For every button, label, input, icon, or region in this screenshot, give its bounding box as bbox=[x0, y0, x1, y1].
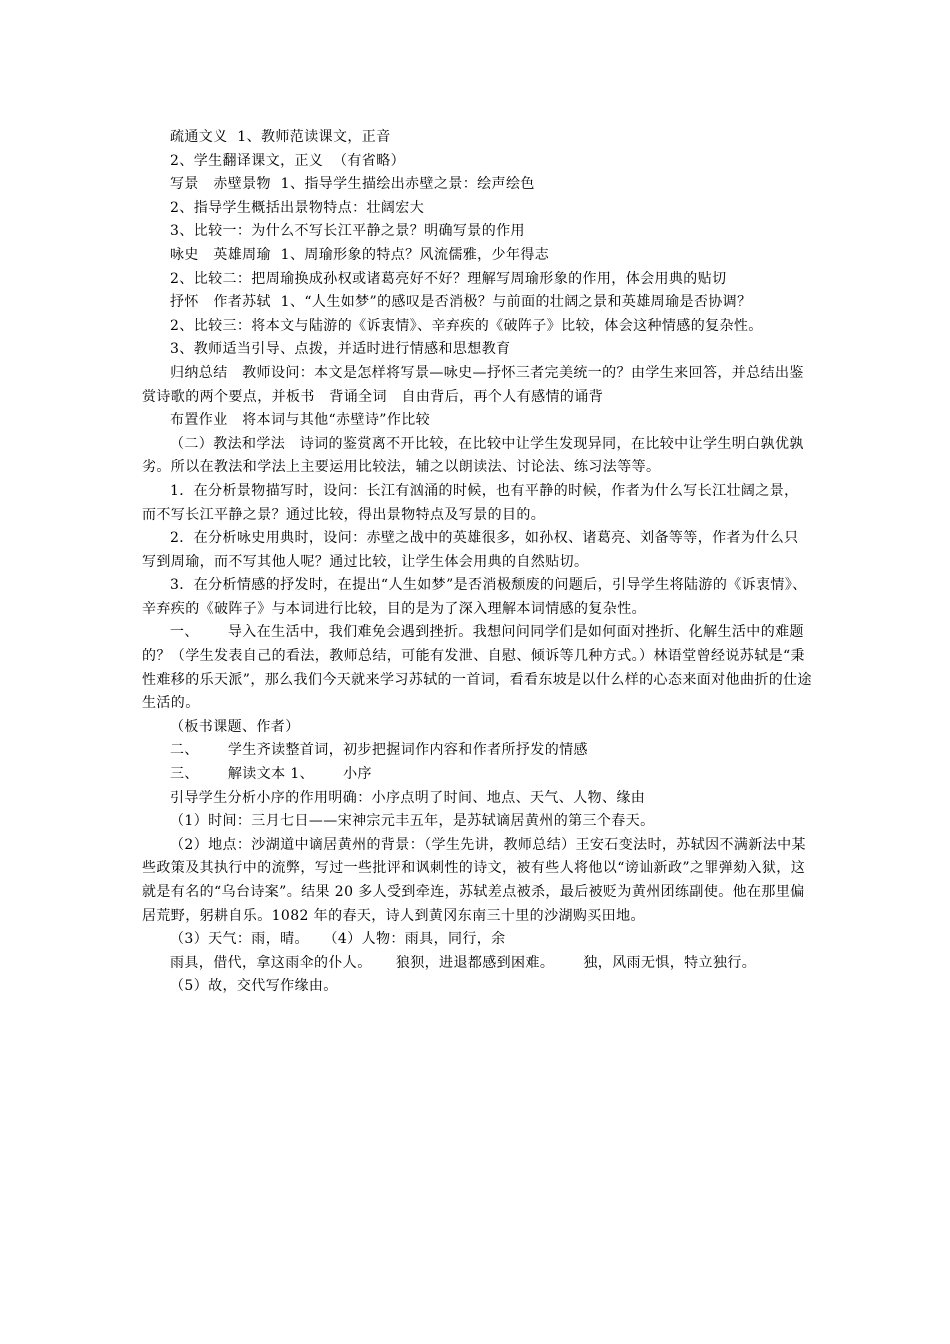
paragraph: 归纳总结 教师设问：本文是怎样将写景—咏史—抒怀三者完美统一的？由学生来回答，并总结出鉴赏诗歌的两个要点，并板书 背诵全词 自由背后，再个人有感情的诵背 bbox=[142, 364, 804, 405]
paragraph: 布置作业 将本词与其他“赤壁诗”作比较 bbox=[170, 412, 431, 429]
paragraph: （5）故，交代写作缘由。 bbox=[170, 978, 338, 995]
paragraph: 引导学生分析小序的作用明确：小序点明了时间、地点、天气、人物、缘由 bbox=[170, 789, 646, 806]
paragraph: 2、学生翻译课文，正义 （有省略） bbox=[170, 152, 406, 169]
paragraph: 咏史 英雄周瑜 1、周瑜形象的特点？风流儒雅，少年得志 bbox=[170, 246, 550, 263]
paragraph: 二、 学生齐读整首词，初步把握词作内容和作者所抒发的情感 bbox=[170, 742, 588, 759]
paragraph: 抒怀 作者苏轼 1、“人生如梦”的感叹是否消极？与前面的壮阔之景和英雄周瑜是否协调？ bbox=[170, 294, 752, 311]
paragraph: 1．在分析景物描写时，设问：长江有汹涌的时候，也有平静的时候，作者为什么写长江壮阔之景，而不写长江平静之景？通过比较，得出景物特点及写景的目的。 bbox=[142, 482, 799, 523]
paragraph: 2、比较二：把周瑜换成孙权或诸葛亮好不好？理解写周瑜形象的作用，体会用典的贴切 bbox=[170, 270, 727, 287]
paragraph: （2）地点：沙湖道中谪居黄州的背景：（学生先讲，教师总结）王安石变法时，苏轼因不满新法中某些政策及其执行中的流弊，写过一些批评和讽刺性的诗文，被有些人将他以“谤讪新政”之罪弹劾入狱，这就是有名的“乌台诗案”。结果 20 多人受到牵连，苏轼差点被杀，最后被贬为黄州团练副使。他在那里偏居荒野，躬耕自乐。1082 年的春天，诗人到黄冈东南三十里的沙湖购买田地。 bbox=[142, 836, 806, 924]
paragraph: 2．在分析咏史用典时，设问：赤壁之战中的英雄很多，如孙权、诸葛亮、刘备等等，作者为什么只写到周瑜，而不写其他人呢？通过比较，让学生体会用典的自然贴切。 bbox=[142, 530, 799, 570]
document-body bbox=[142, 126, 812, 999]
paragraph: 2、比较三：将本文与陆游的《诉衷情》、辛弃疾的《破阵子》比较，体会这种情感的复杂性。 bbox=[170, 317, 763, 334]
paragraph: 疏通文义 1、教师范读课文，正音 bbox=[170, 129, 391, 145]
paragraph: 三、 解读文本 1、 小序 bbox=[170, 766, 372, 783]
paragraph: （3）天气：雨，晴。 （4）人物：雨具，同行，余 bbox=[170, 931, 506, 948]
paragraph: 3、比较一：为什么不写长江平静之景？明确写景的作用 bbox=[170, 223, 525, 240]
paragraph: （1）时间：三月七日——宋神宗元丰五年，是苏轼谪居黄州的第三个春天。 bbox=[170, 813, 655, 830]
paragraph: （板书课题、作者） bbox=[170, 718, 300, 735]
paragraph: 3、教师适当引导、点拨，并适时进行情感和思想教育 bbox=[170, 341, 511, 358]
paragraph: 一、 导入在生活中，我们难免会遇到挫折。我想问问同学们是如何面对挫折、化解生活中的难题的？（学生发表自己的看法，教师总结，可能有发泄、自慰、倾诉等几种方式。）林语堂曾经说苏轼是“秉性难移的乐天派”，那么我们今天就来学习苏轼的一首词，看看东坡是以什么样的心态来面对他曲折的仕途生活的。 bbox=[142, 624, 812, 712]
paragraph: 2、指导学生概括出景物特点：壮阔宏大 bbox=[170, 199, 425, 216]
paragraph: 3．在分析情感的抒发时，在提出“人生如梦”是否消极颓废的问题后，引导学生将陆游的《诉衷情》、辛弃疾的《破阵子》与本词进行比较，目的是为了深入理解本词情感的复杂性。 bbox=[142, 577, 807, 617]
paragraph: 雨具，借代，拿这雨伞的仆人。 狼狈，进退都感到困难。 独，风雨无惧，特立独行。 bbox=[170, 954, 757, 971]
paragraph: （二）教法和学法 诗词的鉴赏离不开比较，在比较中让学生发现异同，在比较中让学生明白孰优孰劣。所以在教法和学法上主要运用比较法，辅之以朗读法、讨论法、练习法等等。 bbox=[142, 435, 804, 476]
paragraph: 写景 赤壁景物 1、指导学生描绘出赤壁之景：绘声绘色 bbox=[170, 176, 535, 193]
